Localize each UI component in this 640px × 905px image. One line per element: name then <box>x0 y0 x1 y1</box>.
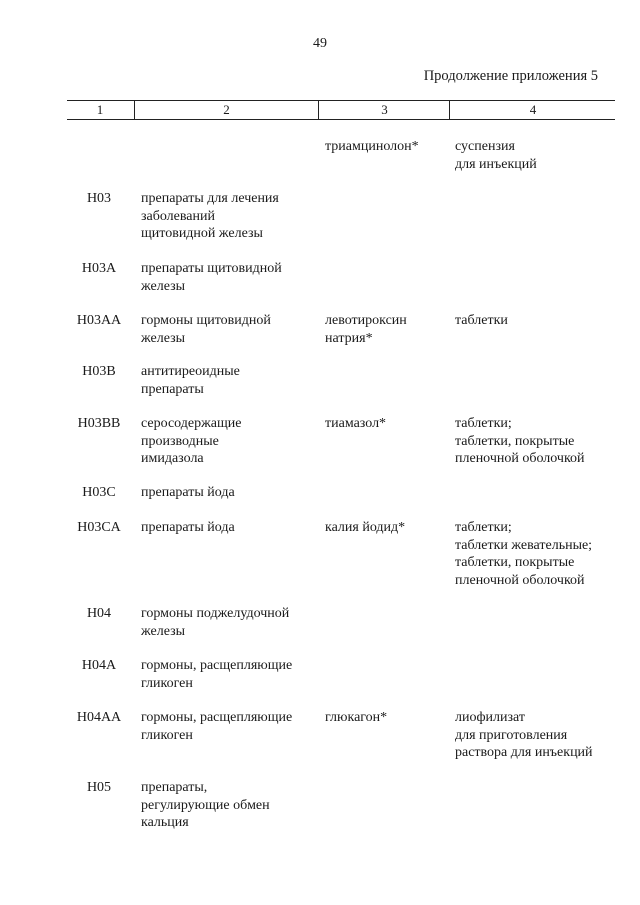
atc-code-cell: H04AA <box>76 710 122 725</box>
dosage-form-cell: таблетки; таблетки жевательные; таблетки, покрытые пленочной оболочкой <box>455 520 593 588</box>
drug-name-cell: тиамазол* <box>325 416 387 431</box>
appendix-continuation-title: Продолжение приложения 5 <box>423 68 598 84</box>
anatomical-group-cell: препараты йода <box>141 520 235 535</box>
anatomical-group-cell: препараты щитовидной железы <box>141 261 282 294</box>
anatomical-group-cell: гормоны, расщепляющие гликоген <box>141 710 293 743</box>
column-header-1: 1 <box>96 102 104 117</box>
dosage-form-cell: таблетки; таблетки, покрытые пленочной оболочкой <box>455 416 585 466</box>
dosage-form-cell: таблетки <box>455 313 508 328</box>
dosage-form-cell: лиофилизат для приготовления раствора для инъекций <box>455 710 593 760</box>
anatomical-group-cell: гормоны щитовидной железы <box>141 313 271 346</box>
drug-name-cell: глюкагон* <box>325 710 388 725</box>
atc-code-cell: H03BB <box>77 416 121 431</box>
atc-code-cell: H03A <box>81 261 117 276</box>
anatomical-group-cell: гормоны, расщепляющие гликоген <box>141 658 293 691</box>
atc-code-cell: H03C <box>82 485 116 500</box>
anatomical-group-cell: препараты, регулирующие обмен кальция <box>141 780 270 830</box>
drug-name-cell: триамцинолон* <box>325 139 419 154</box>
anatomical-group-cell: препараты йода <box>141 485 235 500</box>
column-header-4: 4 <box>449 101 616 119</box>
table-header <box>67 100 615 120</box>
column-header-3: 3 <box>318 101 450 119</box>
atc-code-cell: H03CA <box>77 520 121 535</box>
page-number: 49 <box>313 36 327 51</box>
atc-code-cell: H03AA <box>76 313 122 328</box>
atc-code-cell: H04 <box>86 606 112 621</box>
atc-code-cell: H05 <box>86 780 112 795</box>
column-header-2: 2 <box>134 101 318 119</box>
dosage-form-cell: суспензия для инъекций <box>455 139 537 172</box>
anatomical-group-cell: препараты для лечения заболеваний щитовидной железы <box>141 191 279 241</box>
atc-code-cell: H04A <box>81 658 117 673</box>
anatomical-group-cell: серосодержащие производные имидазола <box>141 416 242 466</box>
atc-code-cell: H03 <box>86 191 112 206</box>
anatomical-group-cell: антитиреоидные препараты <box>141 364 240 397</box>
drug-name-cell: левотироксин натрия* <box>325 313 407 346</box>
drug-name-cell: калия йодид* <box>325 520 406 535</box>
atc-code-cell: H03B <box>82 364 116 379</box>
anatomical-group-cell: гормоны поджелудочной железы <box>141 606 290 639</box>
